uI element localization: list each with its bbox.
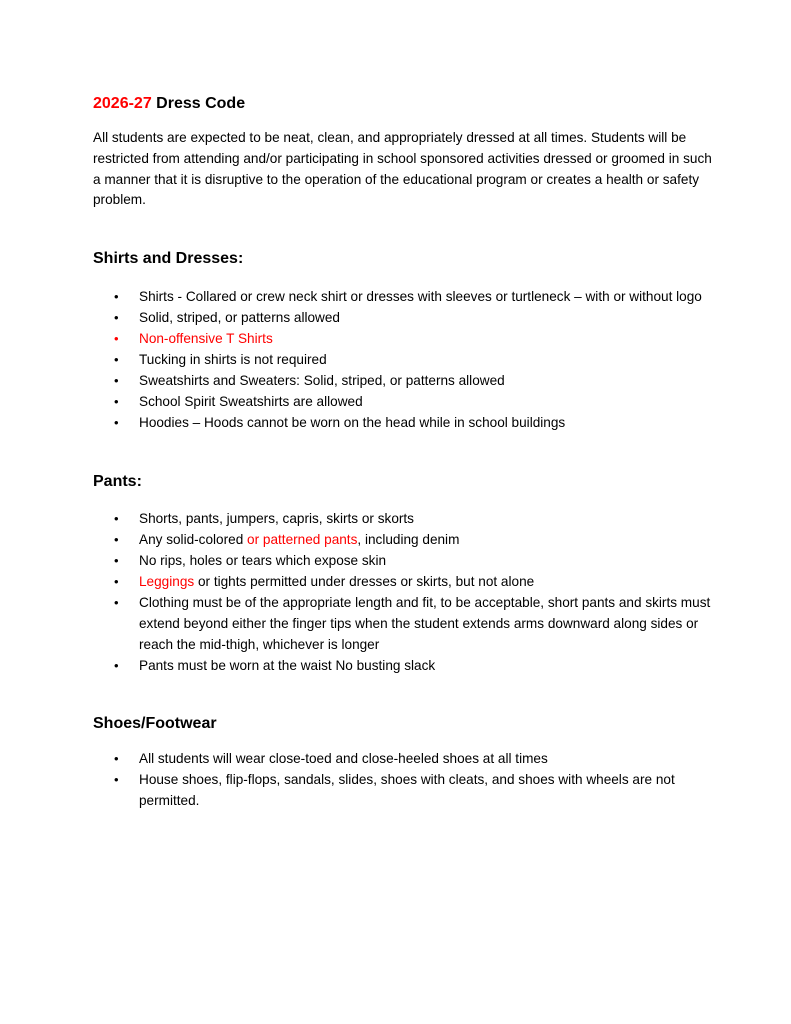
bullet-icon: • xyxy=(114,373,119,389)
shirts-list xyxy=(93,286,713,433)
title-year: 2026-27 xyxy=(93,95,152,112)
bullet-icon: • xyxy=(114,415,119,431)
bullet-icon: • xyxy=(114,532,119,548)
list-item-text: Shorts, pants, jumpers, capris, skirts or skorts xyxy=(139,511,414,527)
list-item-text: Solid, striped, or patterns allowed xyxy=(139,310,340,326)
list-item xyxy=(93,550,713,571)
list-item-text-end: , including denim xyxy=(357,532,460,548)
list-item-text: House shoes, flip-flops, sandals, slides, shoes with cleats, and shoes with wheels are not permitted. xyxy=(139,772,675,809)
pants-heading: Pants: xyxy=(93,473,142,491)
list-item-text-highlight: or patterned pants xyxy=(247,532,358,548)
list-item xyxy=(93,769,713,811)
list-item xyxy=(93,748,713,769)
bullet-icon: • xyxy=(114,553,119,569)
list-item xyxy=(93,307,713,328)
list-item-text: Hoodies – Hoods cannot be worn on the head while in school buildings xyxy=(139,415,566,431)
pants-list xyxy=(93,508,713,676)
bullet-icon: • xyxy=(114,394,119,410)
list-item-text: Tucking in shirts is not required xyxy=(139,352,327,368)
list-item xyxy=(93,328,713,349)
bullet-icon: • xyxy=(114,595,119,611)
bullet-icon: • xyxy=(114,574,119,590)
list-item xyxy=(93,349,713,370)
list-item-text: Non-offensive T Shirts xyxy=(139,331,273,347)
list-item-text: Clothing must be of the appropriate length and fit, to be acceptable, short pants and skirts must extend beyond either the finger tips when the student extends arms downward along sides or reach the mid-thigh, whichever is longer xyxy=(139,595,711,653)
list-item-text-end: or tights permitted under dresses or skirts, but not alone xyxy=(194,574,535,590)
list-item xyxy=(93,391,713,412)
list-item xyxy=(93,592,713,655)
list-item xyxy=(93,286,713,307)
list-item-text-start: Any solid-colored xyxy=(139,532,248,548)
list-item-text: Shirts - Collared or crew neck shirt or dresses with sleeves or turtleneck – with or without logo xyxy=(139,289,702,305)
bullet-icon: • xyxy=(114,352,119,368)
list-item-text: School Spirit Sweatshirts are allowed xyxy=(139,394,363,410)
bullet-icon: • xyxy=(114,658,119,674)
page-title xyxy=(93,92,713,116)
intro-paragraph: All students are expected to be neat, clean, and appropriately dressed at all times. Students will be restricted from attending and/or participating in school sponsored activities dressed or groomed in such a manner that it is disruptive to the operation of the educational program or creates a health or safety problem. xyxy=(93,130,712,208)
list-item-text: No rips, holes or tears which expose skin xyxy=(139,553,387,569)
bullet-icon: • xyxy=(114,511,119,527)
shirts-heading: Shirts and Dresses: xyxy=(93,250,244,268)
list-item xyxy=(93,655,713,676)
list-item-text: Sweatshirts and Sweaters: Solid, striped, or patterns allowed xyxy=(139,373,505,389)
list-item-text-highlight: Leggings xyxy=(139,574,195,590)
document-body xyxy=(93,92,713,811)
shoes-heading: Shoes/Footwear xyxy=(93,715,217,733)
bullet-icon: • xyxy=(114,751,119,767)
shoes-list xyxy=(93,748,713,811)
bullet-icon: • xyxy=(114,772,119,788)
bullet-icon: • xyxy=(114,289,119,305)
list-item xyxy=(93,370,713,391)
list-item xyxy=(93,571,713,592)
list-item-text: Pants must be worn at the waist No busting slack xyxy=(139,658,436,674)
list-item xyxy=(93,529,713,550)
list-item xyxy=(93,412,713,433)
bullet-icon: • xyxy=(114,310,119,326)
list-item xyxy=(93,508,713,529)
list-item-text: All students will wear close-toed and close-heeled shoes at all times xyxy=(139,751,548,767)
title-text: Dress Code xyxy=(151,95,246,112)
bullet-icon: • xyxy=(114,331,119,347)
